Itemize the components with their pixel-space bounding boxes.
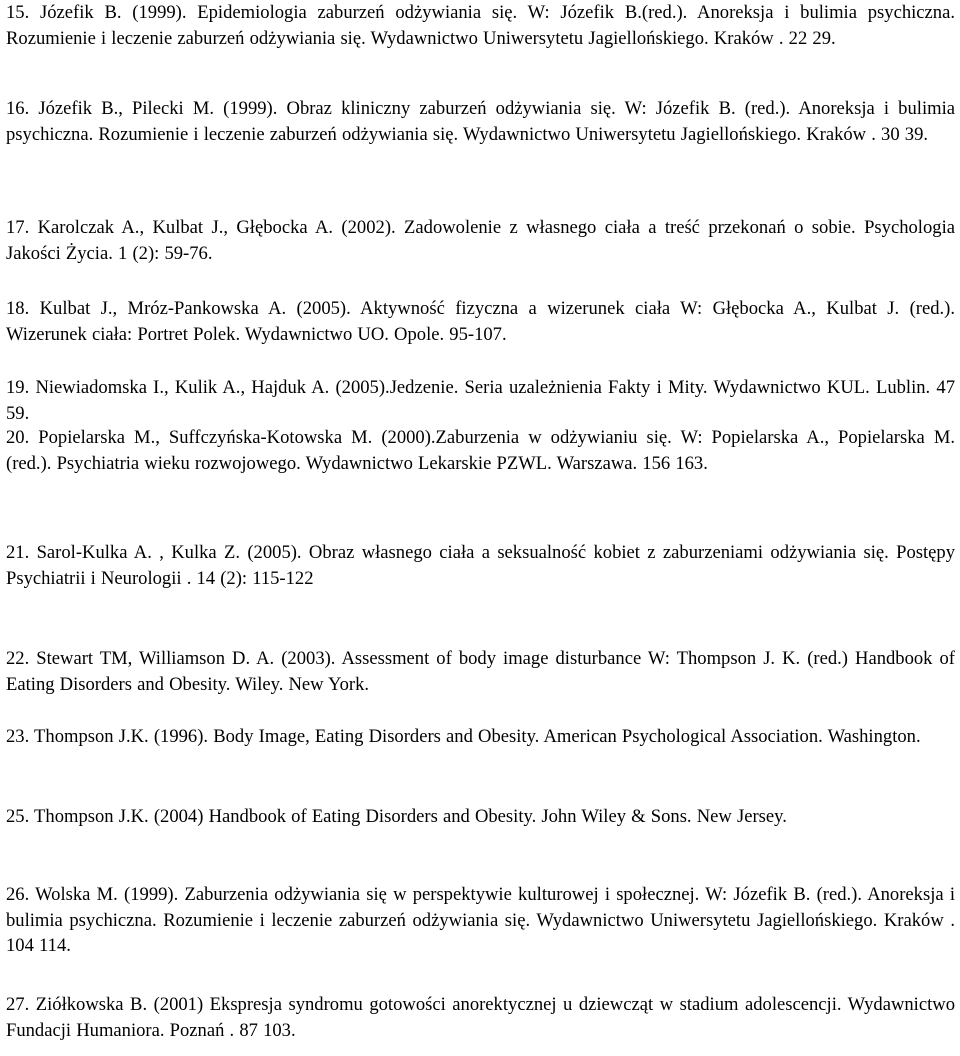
reference-text: 20. Popielarska M., Suffczyńska-Kotowska M. (2000).Zaburzenia w odżywianiu się. W: Popielarska A., Popielarska M. (red.). Psychiatria wieku rozwojowego. Wydawnictwo Lekarskie PZWL. Warszawa. 156 163.: [6, 427, 955, 474]
reference-23: [6, 724, 955, 750]
reference-text: 18. Kulbat J., Mróz-Pankowska A. (2005). Aktywność fizyczna a wizerunek ciała W: Głębocka A., Kulbat J. (red.). Wizerunek ciała: Portret Polek. Wydawnictwo UO. Opole. 95-107.: [6, 298, 955, 345]
reference-text: 15. Józefik B. (1999). Epidemiologia zaburzeń odżywiania się. W: Józefik B.(red.). Anoreksja i bulimia psychiczna. Rozumienie i leczenie zaburzeń odżywiania się. Wydawnictwo Uniwersytetu Jagiellońskiego. Kraków . 22 29.: [6, 2, 955, 49]
reference-text: 16. Józefik B., Pilecki M. (1999). Obraz kliniczny zaburzeń odżywiania się. W: Józefik B. (red.). Anoreksja i bulimia psychiczna. Rozumienie i leczenie zaburzeń odżywiania się. Wydawnictwo Uniwersytetu Jagiellońskiego. Kraków . 30 39.: [6, 98, 955, 145]
reference-22: [6, 646, 955, 697]
reference-27: [6, 992, 955, 1043]
reference-text: 19. Niewiadomska I., Kulik A., Hajduk A. (2005).Jedzenie. Seria uzależnienia Fakty i Mity. Wydawnictwo KUL. Lublin. 47 59.: [6, 377, 955, 424]
reference-16: [6, 96, 955, 147]
reference-text: 17. Karolczak A., Kulbat J., Głębocka A. (2002). Zadowolenie z własnego ciała a treść przekonań o sobie. Psychologia Jakości Życia. 1 (2): 59-76.: [6, 217, 955, 264]
reference-text: 26. Wolska M. (1999). Zaburzenia odżywiania się w perspektywie kulturowej i społecznej. W: Józefik B. (red.). Anoreksja i bulimia psychiczna. Rozumienie i leczenie zaburzeń odżywiania się. Wydawnictwo Uniwersytetu Jagiellońskiego. Kraków . 104 114.: [6, 884, 955, 956]
reference-26: [6, 882, 955, 959]
reference-text: 21. Sarol-Kulka A. , Kulka Z. (2005). Obraz własnego ciała a seksualność kobiet z zaburzeniami odżywiania się. Postępy Psychiatrii i Neurologii . 14 (2): 115-122: [6, 542, 955, 589]
reference-15: [6, 0, 955, 51]
reference-17: [6, 215, 955, 266]
reference-text: 25. Thompson J.K. (2004) Handbook of Eating Disorders and Obesity. John Wiley & Sons. New Jersey.: [6, 806, 787, 827]
reference-text: 22. Stewart TM, Williamson D. A. (2003). Assessment of body image disturbance W: Thompson J. K. (red.) Handbook of Eating Disorders and Obesity. Wiley. New York.: [6, 648, 955, 695]
reference-19: [6, 375, 955, 426]
reference-text: 27. Ziółkowska B. (2001) Ekspresja syndromu gotowości anorektycznej u dziewcząt w stadium adolescencji. Wydawnictwo Fundacji Humaniora. Poznań . 87 103.: [6, 994, 955, 1041]
reference-25: [6, 804, 955, 830]
reference-18: [6, 296, 955, 347]
reference-20: [6, 425, 955, 476]
reference-text: 23. Thompson J.K. (1996). Body Image, Eating Disorders and Obesity. American Psychological Association. Washington.: [6, 726, 921, 747]
reference-21: [6, 540, 955, 591]
